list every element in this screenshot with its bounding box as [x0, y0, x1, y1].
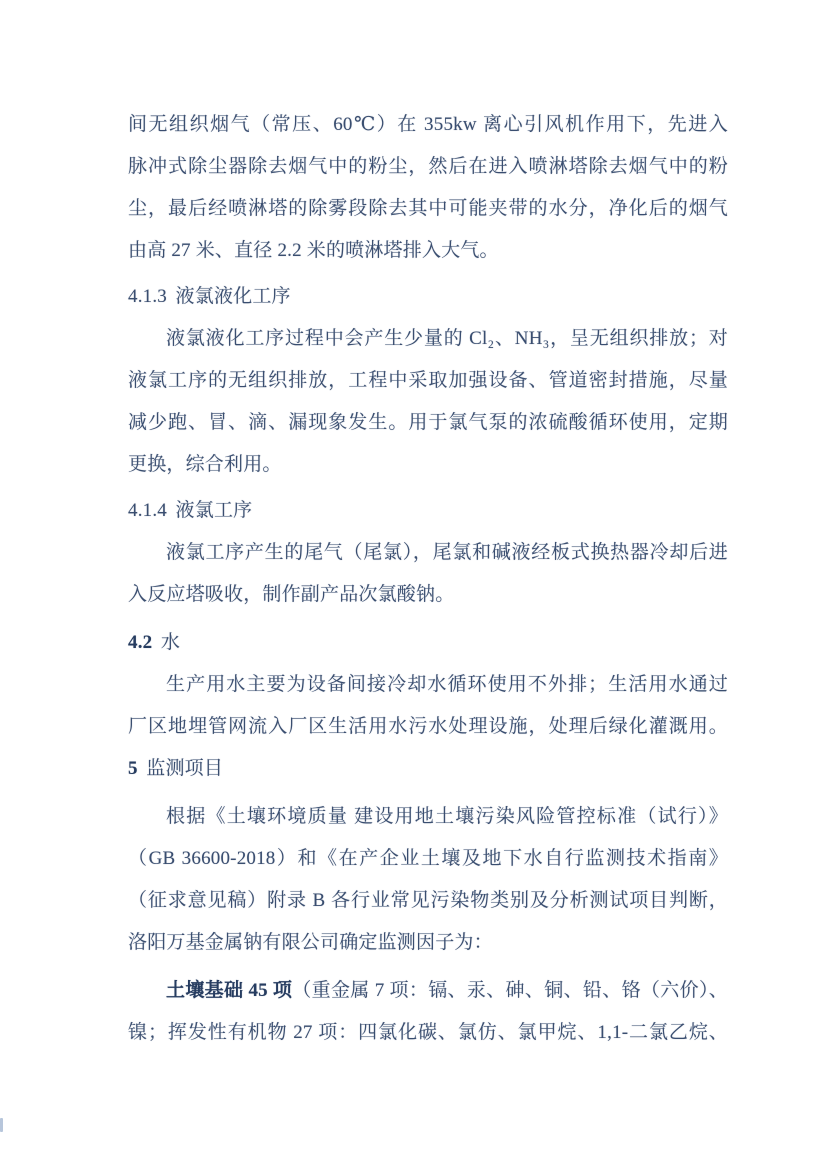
- text-line: [128, 318, 728, 360]
- text-run: 根据《土壤环境质量 建设用地土壤污染风险管控标准（试行）》: [166, 806, 728, 827]
- text-run: 脉冲式除尘器除去烟气中的粉尘，然后在进入喷淋塔除去烟气中的粉: [128, 156, 728, 177]
- text-line: [128, 146, 728, 188]
- text-line: [128, 970, 728, 1012]
- text-line: [128, 922, 728, 964]
- text-run: 液氯液化工序过程中会产生少量的 Cl₂、NH₃，呈无组织排放；对: [166, 328, 728, 349]
- heading-number: 5: [128, 758, 138, 779]
- text-line: [128, 796, 728, 838]
- text-run: 洛阳万基金属钠有限公司确定监测因子为：: [128, 932, 493, 953]
- text-run: 入反应塔吸收，制作副产品次氯酸钠。: [128, 584, 455, 605]
- text-run: （GB 36600-2018）和《在产企业土壤及地下水自行监测技术指南》: [128, 848, 728, 869]
- text-run: 由高 27 米、直径 2.2 米的喷淋塔排入大气。: [128, 240, 499, 261]
- text-line: [128, 664, 728, 706]
- heading-title: 水: [160, 632, 181, 653]
- heading-number: 4.1.3: [128, 286, 167, 307]
- scan-artifact: [0, 1118, 3, 1132]
- text-run: 厂区地埋管网流入厂区生活用水污水处理设施，处理后绿化灌溉用。: [128, 716, 728, 737]
- heading-title: 液氯液化工序: [175, 286, 291, 307]
- text-run: 液氯工序产生的尾气（尾氯），尾氯和碱液经板式换热器冷却后进: [166, 542, 728, 563]
- text-line: [128, 838, 728, 880]
- text-run: 生产用水主要为设备间接冷却水循环使用不外排；生活用水通过: [166, 674, 728, 695]
- text-run: 减少跑、冒、滴、漏现象发生。用于氯气泵的浓硫酸循环使用，定期: [128, 412, 728, 433]
- text-line: [128, 1012, 728, 1054]
- text-column: [128, 104, 728, 1054]
- section-heading-4-2: [128, 622, 728, 664]
- text-run: （重金属 7 项：镉、汞、砷、铜、铅、铬（六价）、: [292, 980, 728, 1001]
- text-line: [128, 104, 728, 146]
- section-heading-5: [128, 748, 728, 790]
- text-line: [128, 444, 728, 486]
- text-line: [128, 532, 728, 574]
- heading-title: 监测项目: [146, 758, 224, 779]
- section-heading-4-1-3: [128, 276, 728, 318]
- section-heading-4-1-4: [128, 490, 728, 532]
- text-run: 液氯工序的无组织排放，工程中采取加强设备、管道密封措施，尽量: [128, 370, 728, 391]
- text-line: [128, 880, 728, 922]
- text-run: 间无组织烟气（常压、60℃）在 355kw 离心引风机作用下，先进入: [128, 114, 728, 135]
- bold-text-run: 土壤基础 45 项: [166, 980, 293, 1001]
- text-run: 更换，综合利用。: [128, 454, 282, 475]
- text-line: [128, 706, 728, 748]
- heading-number: 4.2: [128, 632, 153, 653]
- text-line: [128, 188, 728, 230]
- text-run: 镍；挥发性有机物 27 项：四氯化碳、氯仿、氯甲烷、1,1-二氯乙烷、: [128, 1022, 728, 1043]
- text-line: [128, 360, 728, 402]
- text-line: [128, 230, 728, 272]
- text-run: 尘，最后经喷淋塔的除雾段除去其中可能夹带的水分，净化后的烟气: [128, 198, 728, 219]
- text-run: （征求意见稿）附录 B 各行业常见污染物类别及分析测试项目判断，: [128, 890, 728, 911]
- heading-title: 液氯工序: [175, 500, 253, 521]
- heading-number: 4.1.4: [128, 500, 167, 521]
- text-line: [128, 574, 728, 616]
- text-line: [128, 402, 728, 444]
